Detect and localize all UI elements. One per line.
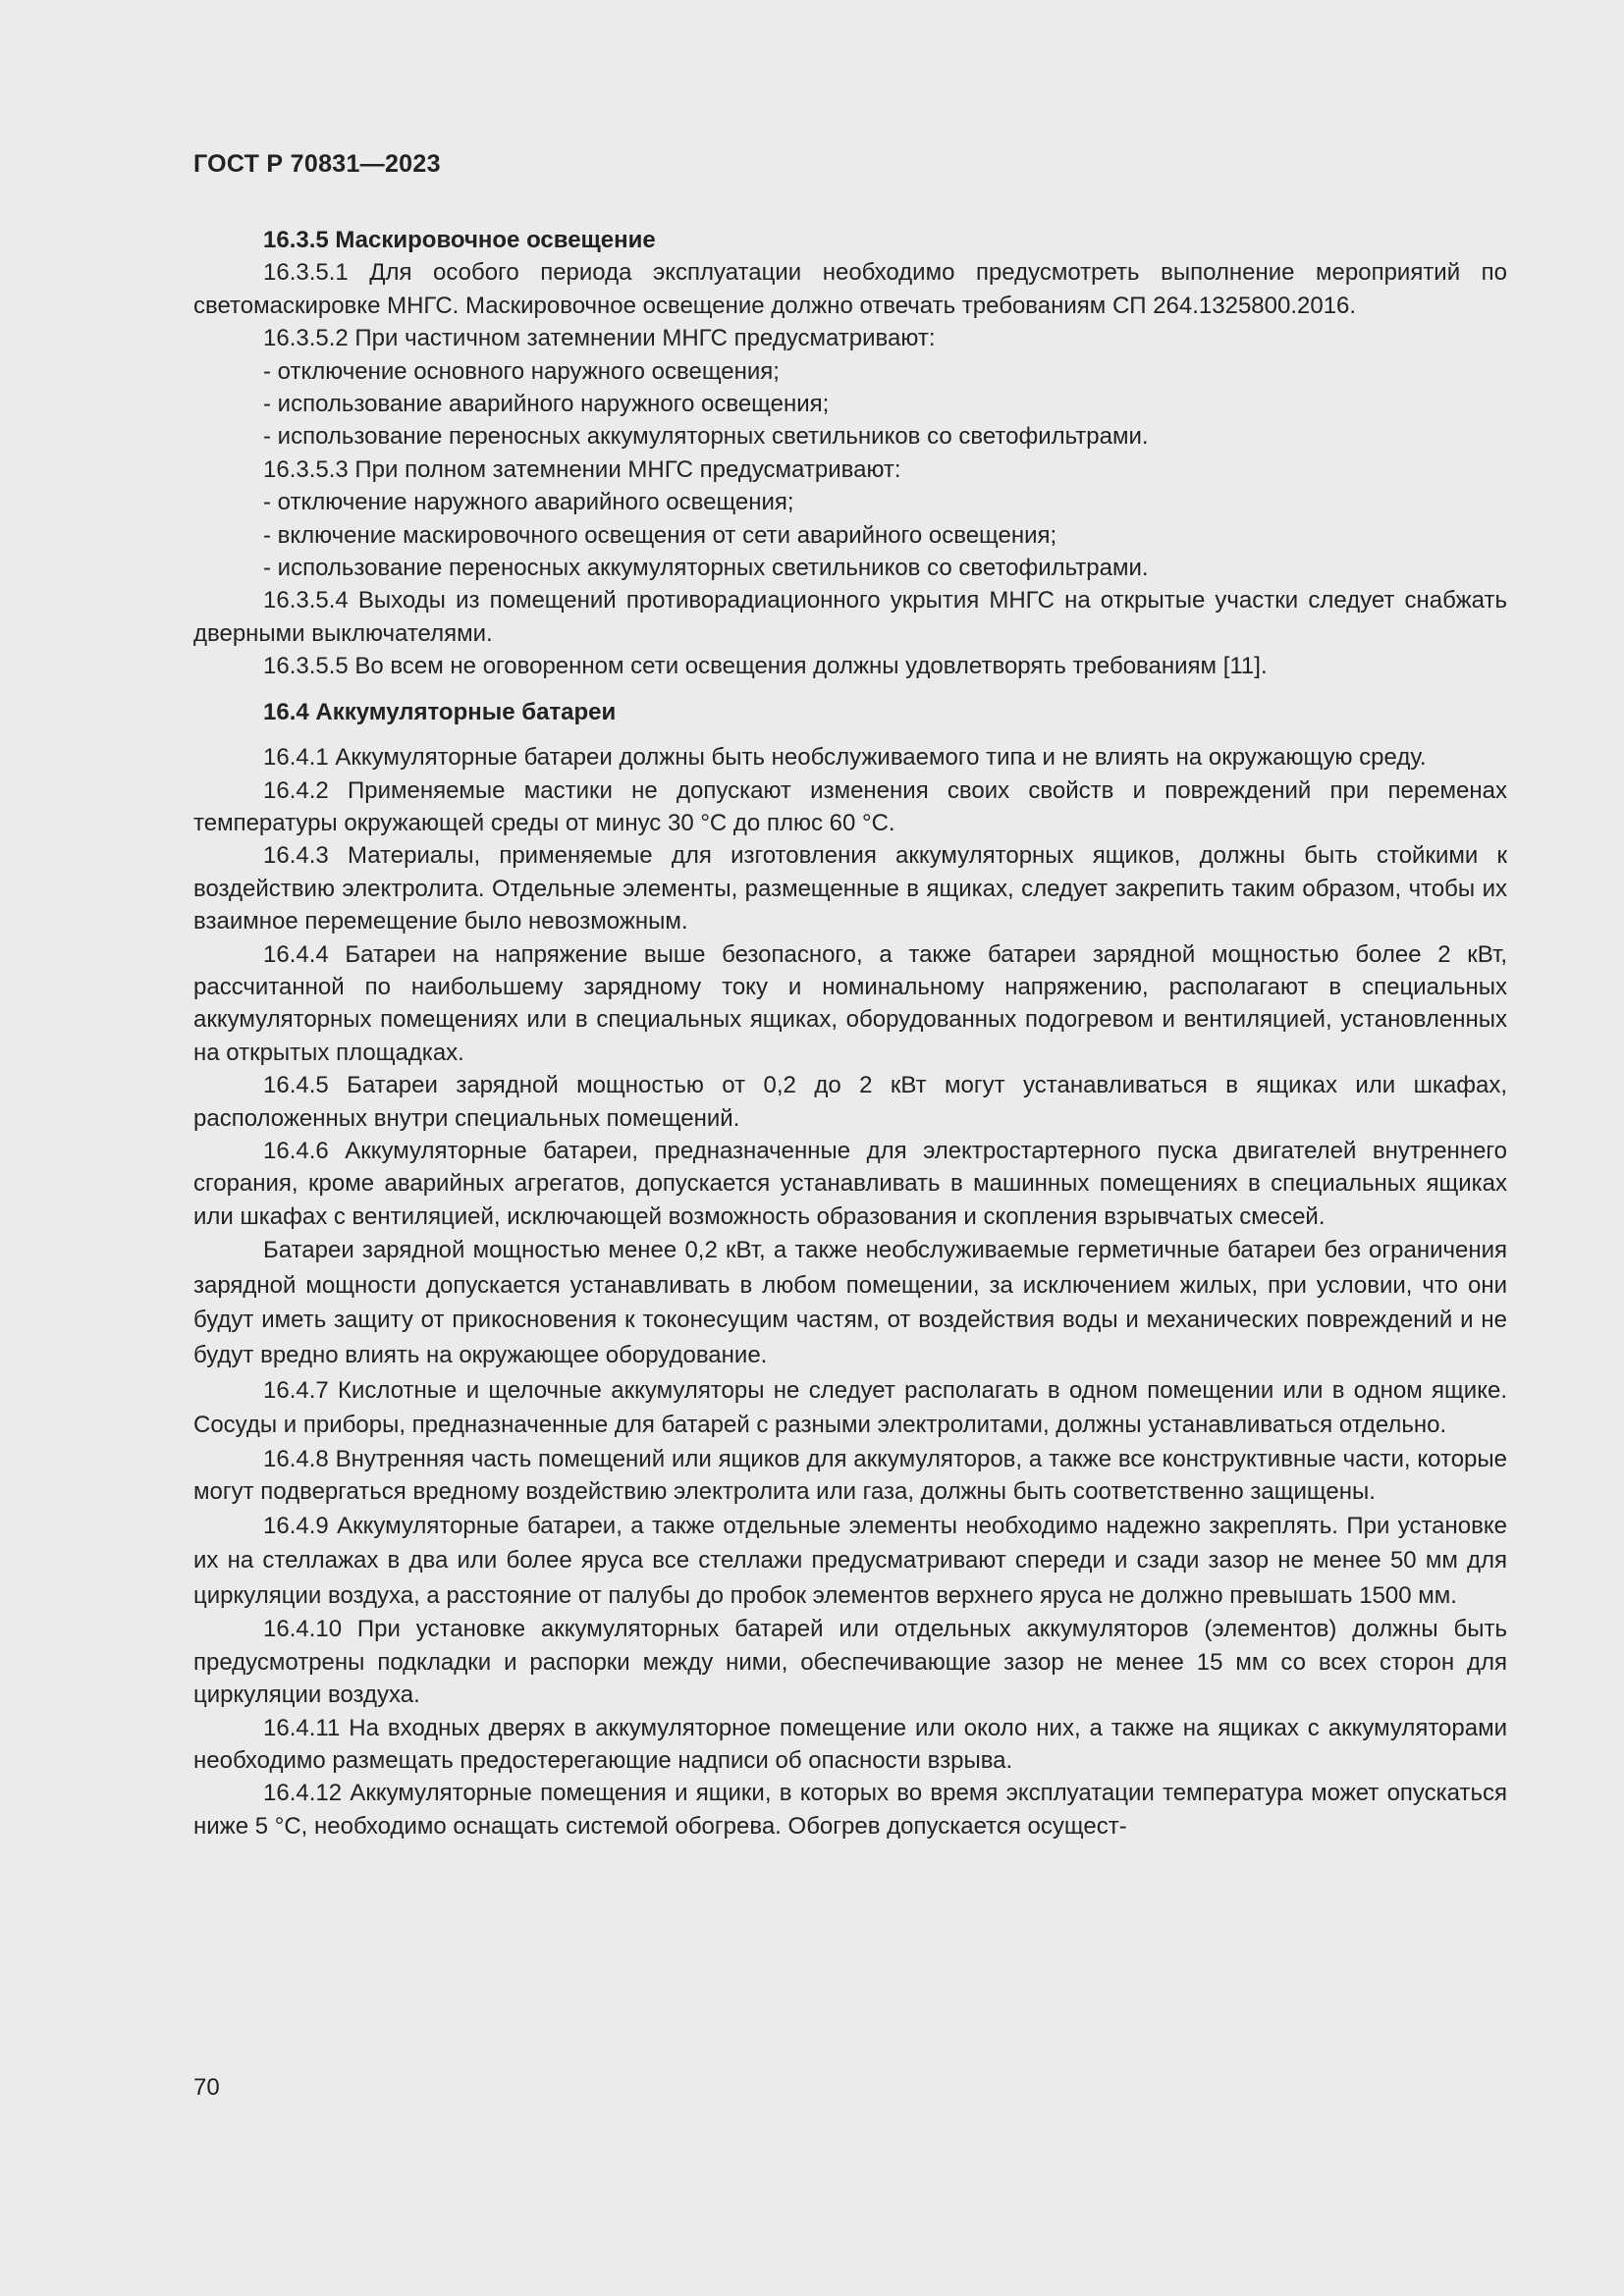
- paragraph-16-3-5-3: 16.3.5.3 При полном затемнении МНГС предусматривают:: [263, 455, 901, 483]
- list-item: - включение маскировочного освещения от сети аварийного освещения;: [263, 521, 1057, 549]
- paragraph-16-4-1: 16.4.1 Аккумуляторные батареи должны быть необслуживаемого типа и не влиять на окружающую среду.: [263, 744, 1427, 772]
- paragraph-16-4-10: 16.4.10 При установке аккумуляторных батарей или отдельных аккумуляторов (элементов) должны быть предусмотрены подкладки и распорки между ними, обеспечивающие зазор не менее 15 мм со всех сторон для циркуляции воздуха.: [193, 1616, 1507, 1709]
- paragraph-16-4-6-continued: Батареи зарядной мощностью менее 0,2 кВт, а также необслуживаемые герметичные батареи без ограничения зарядной мощности допускается устанавливать в любом помещении, за исключением жилых, при условии, что они будут иметь защиту от прикосновения к токонесущим частям, от воздействия воды и механических повреждений и не будут вредно влиять на окружающее оборудование.: [193, 1237, 1507, 1368]
- section-heading-16-3-5: 16.3.5 Маскировочное освещение: [263, 227, 656, 253]
- paragraph-16-4-6: 16.4.6 Аккумуляторные батареи, предназначенные для электростартерного пуска двигателей внутреннего сгорания, кроме аварийных агрегатов, допускается устанавливать в машинных помещениях в специальных ящиках или шкафах с вентиляцией, исключающей возможность образования и скопления взрывчатых смесей.: [193, 1137, 1507, 1230]
- document-code-header: ГОСТ Р 70831—2023: [193, 150, 441, 178]
- paragraph-16-4-5: 16.4.5 Батареи зарядной мощностью от 0,2 до 2 кВт могут устанавливаться в ящиках или шкафах, расположенных внутри специальных помещений.: [193, 1072, 1507, 1132]
- list-item: - использование переносных аккумуляторных светильников со светофильтрами.: [263, 555, 1149, 582]
- paragraph-16-4-2: 16.4.2 Применяемые мастики не допускают изменения своих свойств и повреждений при переменах температуры окружающей среды от минус 30 °С до плюс 60 °С.: [193, 776, 1507, 836]
- paragraph-16-4-4: 16.4.4 Батареи на напряжение выше безопасного, а также батареи зарядной мощностью более 2 кВт, рассчитанной по наибольшему зарядному току и номинальному напряжению, располагают в специальных аккумуляторных помещениях или в специальных ящиках, оборудованных подогревом и вентиляцией, установленных на открытых площадках.: [193, 940, 1507, 1066]
- list-item: - отключение основного наружного освещения;: [263, 357, 780, 385]
- document-page: [193, 0, 1507, 2296]
- paragraph-16-3-5-4: 16.3.5.4 Выходы из помещений противорадиационного укрытия МНГС на открытые участки следует снабжать дверными выключателями.: [193, 587, 1507, 647]
- paragraph-16-4-3: 16.4.3 Материалы, применяемые для изготовления аккумуляторных ящиков, должны быть стойкими к воздействию электролита. Отдельные элементы, размещенные в ящиках, следует закрепить таким образом, чтобы их взаимное перемещение было невозможным.: [193, 842, 1507, 935]
- paragraph-16-4-9: 16.4.9 Аккумуляторные батареи, а также отдельные элементы необходимо надежно закреплять. При установке их на стеллажах в два или более яруса все стеллажи предусматривают спереди и сзади зазор не менее 50 мм для циркуляции воздуха, а расстояние от палубы до пробок элементов верхнего яруса не должно превышать 1500 мм.: [193, 1512, 1507, 1609]
- paragraph-16-4-11: 16.4.11 На входных дверях в аккумуляторное помещение или около них, а также на ящиках с аккумуляторами необходимо размещать предостерегающие надписи об опасности взрыва.: [193, 1714, 1507, 1774]
- paragraph-16-3-5-1: 16.3.5.1 Для особого периода эксплуатации необходимо предусмотреть выполнение мероприятий по светомаскировке МНГС. Маскировочное освещение должно отвечать требованиям СП 264.1325800.2016.: [193, 259, 1507, 319]
- list-item: - использование аварийного наружного освещения;: [263, 391, 830, 418]
- paragraph-16-4-12: 16.4.12 Аккумуляторные помещения и ящики, в которых во время эксплуатации температура может опускаться ниже 5 °С, необходимо оснащать системой обогрева. Обогрев допускается осущест-: [193, 1780, 1507, 1840]
- section-heading-16-4: 16.4 Аккумуляторные батареи: [263, 698, 617, 725]
- paragraph-16-4-8: 16.4.8 Внутренняя часть помещений или ящиков для аккумуляторов, а также все конструктивные части, которые могут подвергаться вредному воздействию электролита или газа, должны быть соответственно защищены.: [193, 1445, 1507, 1506]
- list-item: - отключение наружного аварийного освещения;: [263, 489, 794, 516]
- list-item: - использование переносных аккумуляторных светильников со светофильтрами.: [263, 423, 1149, 451]
- paragraph-16-4-7: 16.4.7 Кислотные и щелочные аккумуляторы не следует располагать в одном помещении или в одном ящике. Сосуды и приборы, предназначенные для батарей с разными электролитами, должны устанавливаться отдельно.: [193, 1376, 1507, 1439]
- page-number: 70: [193, 2074, 220, 2101]
- document-body: [193, 224, 1507, 1842]
- paragraph-16-3-5-5: 16.3.5.5 Во всем не оговоренном сети освещения должны удовлетворять требованиям [11].: [263, 653, 1268, 680]
- paragraph-16-3-5-2: 16.3.5.2 При частичном затемнении МНГС предусматривают:: [263, 325, 936, 352]
